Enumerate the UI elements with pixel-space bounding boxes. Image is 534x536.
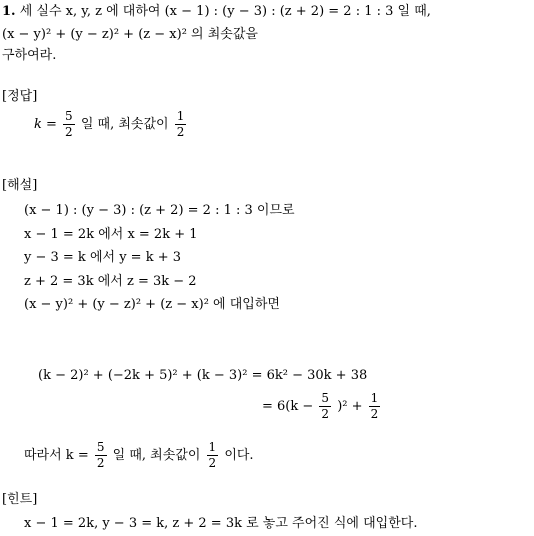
conclusion-fraction-den: 2 xyxy=(96,456,105,470)
solution-equation-1: (k − 2)² + (−2k + 5)² + (k − 3)² = 6k² − 30k + 38 xyxy=(38,368,368,383)
answer-mid: 일 때, 최솟값이 xyxy=(80,117,169,132)
answer-line xyxy=(34,108,188,142)
solution-header: [해설] xyxy=(2,178,38,193)
answer-value-num: 1 xyxy=(176,109,185,123)
eq2-fraction-2-num: 1 xyxy=(370,391,379,405)
eq2-fraction-2-den: 2 xyxy=(370,407,379,421)
conclusion-fraction-2 xyxy=(207,440,219,471)
solution-line-4: z + 2 = 3k 에서 z = 3k − 2 xyxy=(24,274,197,289)
eq2-fraction-num: 5 xyxy=(321,391,330,405)
problem-line-3: 구하여라. xyxy=(2,48,57,63)
conclusion-fraction-2-den: 2 xyxy=(208,456,217,470)
eq2-fraction-den: 2 xyxy=(321,407,330,421)
conclusion-fraction-num: 5 xyxy=(96,440,105,454)
answer-fraction-num: 5 xyxy=(65,109,73,123)
problem-line-1 xyxy=(2,4,431,20)
answer-value-fraction xyxy=(175,109,187,140)
conclusion-suffix: 이다. xyxy=(224,448,254,463)
problem-text-1: 세 실수 x, y, z 에 대하여 (x − 1) : (y − 3) : (z + 2) = 2 : 1 : 3 일 때, xyxy=(19,4,431,19)
solution-line-2: x − 1 = 2k 에서 x = 2k + 1 xyxy=(24,227,198,242)
eq2-mid: )² + xyxy=(337,399,363,414)
solution-line-1: (x − 1) : (y − 3) : (z + 2) = 2 : 1 : 3 이므로 xyxy=(24,203,295,218)
eq2-fraction-2 xyxy=(369,391,381,422)
eq2-fraction xyxy=(319,391,331,422)
solution-conclusion xyxy=(24,439,254,473)
answer-fraction-den: 2 xyxy=(65,125,73,139)
solution-line-5: (x − y)² + (y − z)² + (z − x)² 에 대입하면 xyxy=(24,297,280,312)
answer-header: [정답] xyxy=(2,89,38,104)
answer-value-den: 2 xyxy=(176,125,185,139)
conclusion-fraction xyxy=(95,440,107,471)
hint-header: [힌트] xyxy=(2,492,38,507)
solution-equation-2 xyxy=(262,390,382,424)
conclusion-fraction-2-num: 1 xyxy=(208,440,217,454)
solution-line-3: y − 3 = k 에서 y = k + 3 xyxy=(24,250,181,265)
hint-text: x − 1 = 2k, y − 3 = k, z + 2 = 3k 로 놓고 주어진 식에 대입한다. xyxy=(24,516,418,531)
answer-fraction xyxy=(63,109,75,140)
answer-prefix: k = xyxy=(34,117,57,132)
eq2-prefix: = 6(k − xyxy=(262,399,314,414)
conclusion-mid: 일 때, 최솟값이 xyxy=(112,448,201,463)
problem-number: 1. xyxy=(2,4,16,19)
problem-line-2: (x − y)² + (y − z)² + (z − x)² 의 최솟값을 xyxy=(2,27,258,42)
conclusion-prefix: 따라서 k = xyxy=(24,448,89,463)
